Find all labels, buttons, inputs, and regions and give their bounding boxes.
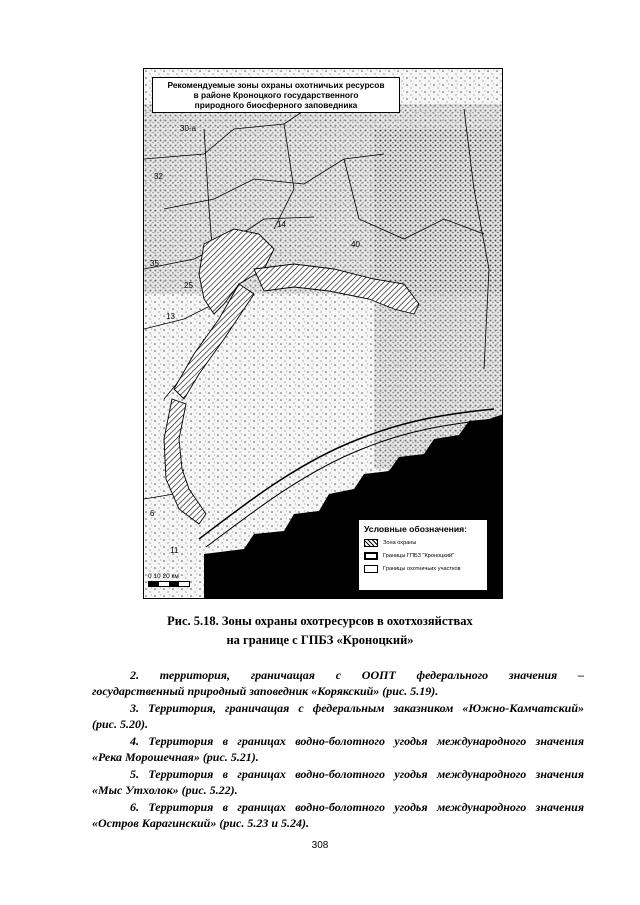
paragraph-line: «Мыс Утхолок» (рис. 5.22). xyxy=(92,783,238,797)
paragraph-line: 3. Территория, граничащая с федеральным заказником «Южно-Камчатский» xyxy=(130,701,584,715)
legend-item xyxy=(364,565,482,573)
paragraph-line: 6. Территория в границах водно-болотного угодья международного значения xyxy=(130,800,584,814)
map-title-line: Рекомендуемые зоны охраны охотничьих ресурсов xyxy=(167,80,385,90)
map-legend xyxy=(358,519,488,591)
paragraph-line: «Река Морошечная» (рис. 5.21). xyxy=(92,750,259,764)
map-label-11: 11 xyxy=(170,546,179,555)
paragraph-line: (рис. 5.20). xyxy=(92,717,148,731)
legend-label: Границы охотничьих участков xyxy=(383,566,461,572)
map-figure xyxy=(143,68,503,599)
legend-item xyxy=(364,552,482,560)
paragraph-line: 4. Территория в границах водно-болотного угодья международного значения xyxy=(130,734,584,748)
page-number: 308 xyxy=(311,840,329,851)
map-label-40: 40 xyxy=(351,240,360,249)
map-label-32: 32 xyxy=(154,172,163,181)
map-label-14: 14 xyxy=(277,220,286,229)
map-title-line: в районе Кроноцкого государственного xyxy=(193,90,359,100)
paragraph-line: 2. территория, граничащая с ООПТ федерального значения – xyxy=(130,668,584,682)
legend-title: Условные обозначения: xyxy=(364,524,467,534)
legend-item xyxy=(364,539,482,547)
map-title xyxy=(152,77,400,113)
map-label-13: 13 xyxy=(166,312,175,321)
legend-label: Границы ГПБЗ "Кроноцкий" xyxy=(383,553,455,559)
scale-bar xyxy=(148,573,190,587)
map-label-30a: 30-а xyxy=(180,124,197,133)
double-border-swatch-icon xyxy=(364,552,378,560)
figure-caption-line: Рис. 5.18. Зоны охраны охотресурсов в охотхозяйствах xyxy=(167,614,473,628)
paragraph-line: 5. Территория в границах водно-болотного угодья международного значения xyxy=(130,767,584,781)
hatched-swatch-icon xyxy=(364,539,378,547)
paragraph-line: государственный природный заповедник «Корякский» (рис. 5.19). xyxy=(92,684,439,698)
map-title-line: природного биосферного заповедника xyxy=(194,100,358,110)
map-label-25: 25 xyxy=(184,281,193,290)
scale-label: 0 10 20 км xyxy=(148,573,179,580)
legend-label: Зона охраны xyxy=(383,540,417,546)
scale-bar-graphic xyxy=(148,581,190,587)
map-label-35: 35 xyxy=(150,259,159,268)
single-border-swatch-icon xyxy=(364,565,378,573)
paragraph-line: «Остров Карагинский» (рис. 5.23 и 5.24). xyxy=(92,816,310,830)
figure-caption-line: на границе с ГПБЗ «Кроноцкий» xyxy=(226,633,414,647)
map-label-6: 6 xyxy=(150,509,155,518)
